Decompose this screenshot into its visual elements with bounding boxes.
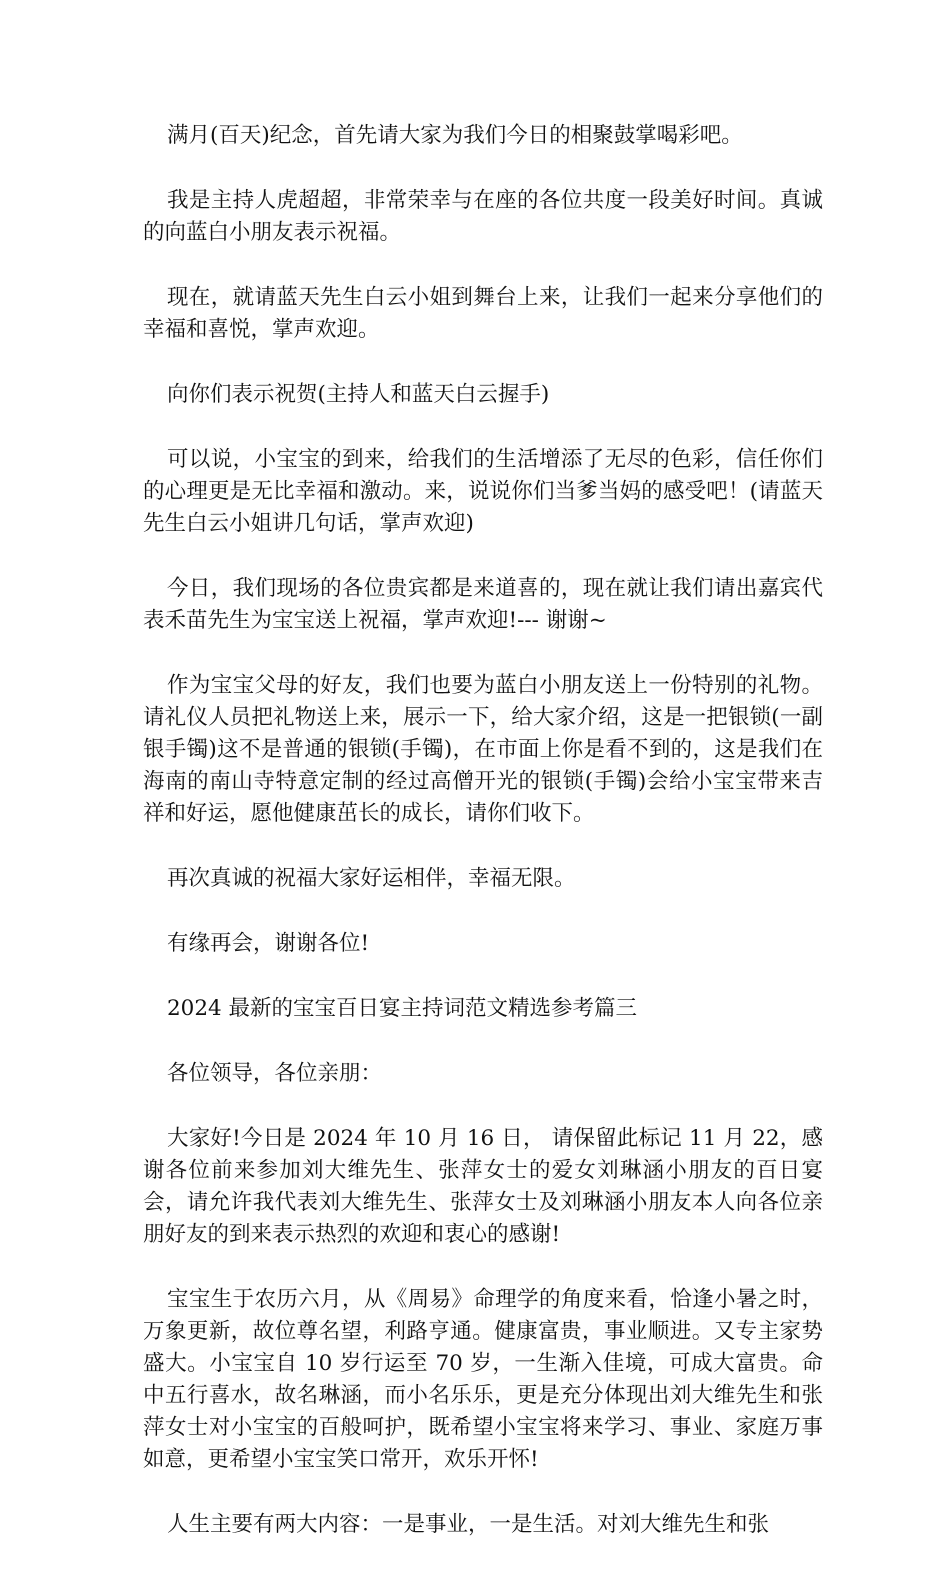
- paragraph-13: 宝宝生于农历六月，从《周易》命理学的角度来看，恰逢小暑之时，万象更新，故位尊名望，利路亨通。健康富贵，事业顺进。又专主家势盛大。小宝宝自 10 岁行运至 70 岁，一生渐入佳境，可成大富贵。命中五行喜水，故名琳涵，而小名乐乐，更是充分体现出刘大维先生和张萍女士对小宝宝的百般呵护，既希望小宝宝将来学习、事业、家庭万事如意，更希望小宝宝笑口常开，欢乐开怀!: [143, 1287, 823, 1472]
- paragraph-14: 人生主要有两大内容：一是事业，一是生活。对刘大维先生和张: [167, 1512, 770, 1537]
- paragraph-6: 今日，我们现场的各位贵宾都是来道喜的，现在就让我们请出嘉宾代表禾苗先生为宝宝送上祝福，掌声欢迎!--- 谢谢~: [143, 576, 823, 633]
- section-heading: 2024 最新的宝宝百日宴主持词范文精选参考篇三: [167, 996, 638, 1021]
- document-body: [143, 120, 823, 1574]
- paragraph-12: 大家好!今日是 2024 年 10 月 16 日， 请保留此标记 11 月 22，感谢各位前来参加刘大维先生、张萍女士的爱女刘琳涵小朋友的百日宴会，请允许我代表刘大维先生、张萍女士及刘琳涵小朋友本人向各位亲朋好友的到来表示热烈的欢迎和衷心的感谢!: [143, 1126, 823, 1247]
- paragraph-1: 满月(百天)纪念，首先请大家为我们今日的相聚鼓掌喝彩吧。: [167, 123, 743, 148]
- salutation: 各位领导，各位亲朋：: [167, 1061, 383, 1086]
- paragraph-8: 再次真诚的祝福大家好运相伴，幸福无限。: [167, 866, 576, 891]
- paragraph-2: 我是主持人虎超超，非常荣幸与在座的各位共度一段美好时间。真诚的向蓝白小朋友表示祝福。: [143, 188, 823, 245]
- paragraph-5: 可以说，小宝宝的到来，给我们的生活增添了无尽的色彩，信任你们的心理更是无比幸福和激动。来，说说你们当爹当妈的感受吧！(请蓝天先生白云小姐讲几句话，掌声欢迎): [143, 447, 823, 536]
- paragraph-4: 向你们表示祝贺(主持人和蓝天白云握手): [167, 382, 550, 407]
- paragraph-3: 现在，就请蓝天先生白云小姐到舞台上来，让我们一起来分享他们的幸福和喜悦，掌声欢迎。: [143, 285, 823, 342]
- paragraph-9: 有缘再会，谢谢各位!: [167, 931, 370, 956]
- paragraph-7: 作为宝宝父母的好友，我们也要为蓝白小朋友送上一份特别的礼物。请礼仪人员把礼物送上来，展示一下，给大家介绍，这是一把银锁(一副银手镯)这不是普通的银锁(手镯)，在市面上你是看不到的，这是我们在海南的南山寺特意定制的经过高僧开光的银锁(手镯)会给小宝宝带来吉祥和好运，愿他健康茁长的成长，请你们收下。: [143, 673, 823, 826]
